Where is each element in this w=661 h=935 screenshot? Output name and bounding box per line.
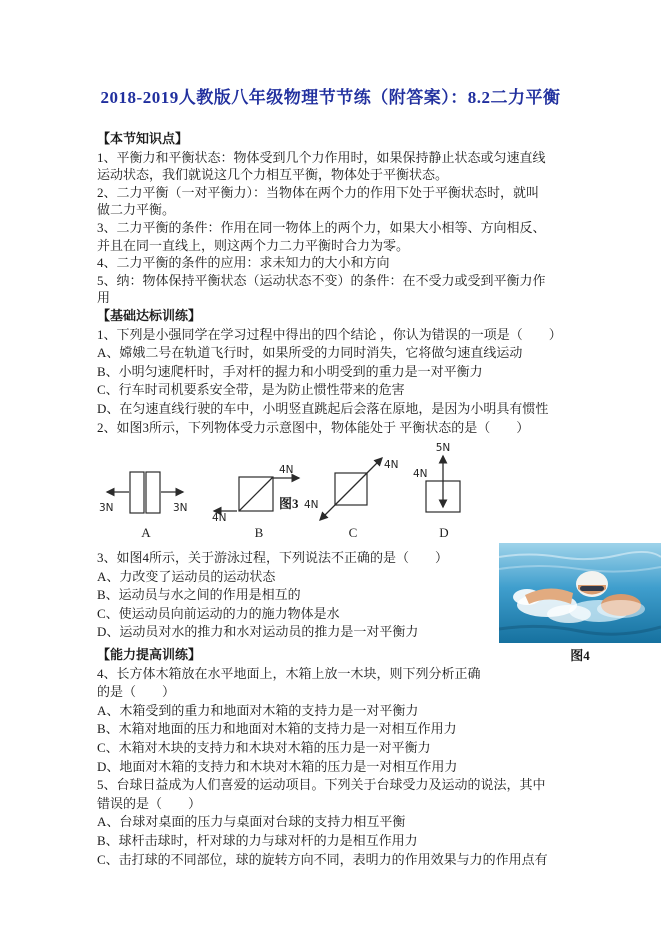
knowledge-line: 2、二力平衡（一对平衡力）：当物体在两个力的作用下处于平衡状态时，就叫 bbox=[97, 184, 540, 200]
q5-stem-line: 错误的是（ ） bbox=[97, 795, 202, 811]
diagram-label-b: B bbox=[254, 525, 264, 541]
force-label: 5N bbox=[435, 442, 451, 455]
q3-option-d: D、运动员对水的推力和水对运动员的推力是一对平衡力 bbox=[97, 624, 419, 640]
q3-stem: 3、如图4所示，关于游泳过程，下列说法不正确的是（ ） bbox=[97, 550, 449, 566]
q4-stem-line: 的是（ ） bbox=[97, 684, 176, 700]
q5-option-a: A、台球对桌面的压力与桌面对台球的支持力相互平衡 bbox=[97, 814, 406, 830]
q4-stem-line: 4、长方体木箱放在水平地面上，木箱上放一木块，则下列分析正确 bbox=[97, 665, 481, 681]
knowledge-line: 用 bbox=[97, 290, 111, 306]
figure3 bbox=[97, 441, 577, 543]
knowledge-line: 3、二力平衡的条件：作用在同一物体上的两个力，如果大小相等、方向相反、 bbox=[97, 219, 546, 235]
force-label: 3N bbox=[99, 502, 114, 515]
figure3-caption: 图3 bbox=[279, 496, 299, 512]
q3-option-b: B、运动员与水之间的作用是相互的 bbox=[97, 587, 301, 603]
knowledge-line: 5、纳：物体保持平衡状态（运动状态不变）的条件：在不受力或受到平衡力作 bbox=[97, 272, 546, 288]
section-header-knowledge: 【本节知识点】 bbox=[97, 131, 189, 146]
swimmer-image bbox=[499, 543, 661, 643]
knowledge-line: 1、平衡力和平衡状态：物体受到几个力作用时，如果保持静止状态或匀速直线 bbox=[97, 149, 546, 165]
knowledge-line: 做二力平衡。 bbox=[97, 202, 176, 218]
force-diagram-c bbox=[303, 455, 403, 523]
diagram-label-d: D bbox=[439, 525, 449, 541]
force-label: 4N bbox=[384, 459, 399, 472]
force-diagram-d bbox=[407, 441, 482, 521]
diagram-label-a: A bbox=[141, 525, 151, 541]
force-label: 3N bbox=[173, 502, 188, 515]
force-label: 4N bbox=[279, 464, 294, 477]
figure4-photo bbox=[499, 543, 661, 664]
q3-option-c: C、使运动员向前运动的力的施力物体是水 bbox=[97, 605, 340, 621]
knowledge-line: 运动状态，我们就说这几个力相互平衡，物体处于平衡状态。 bbox=[97, 167, 449, 183]
q1-option-c: C、行车时司机要系安全带，是为防止惯性带来的危害 bbox=[97, 382, 405, 398]
force-label: 4N bbox=[304, 499, 319, 512]
page-title: 2018-2019人教版八年级物理节节练（附答案）：8.2二力平衡 bbox=[100, 88, 561, 107]
force-label: 4N bbox=[212, 512, 227, 525]
q1-option-a: A、嫦娥二号在轨道飞行时，如果所受的力同时消失，它将做匀速直线运动 bbox=[97, 345, 523, 361]
q1-option-b: B、小明匀速爬杆时，手对杆的握力和小明受到的重力是一对平衡力 bbox=[97, 363, 483, 379]
q2-stem: 2、如图3所示，下列物体受力示意图中，物体能处于 平衡状态的是（ ） bbox=[97, 419, 530, 435]
q4-option-a: A、木箱受到的重力和地面对木箱的支持力是一对平衡力 bbox=[97, 702, 419, 718]
q1-option-d: D、在匀速直线行驶的车中，小明竖直跳起后会落在原地，是因为小明具有惯性 bbox=[97, 400, 549, 416]
section-header-basic: 【基础达标训练】 bbox=[97, 307, 202, 323]
knowledge-line: 并且在同一直线上，则这两个力二力平衡时合力为零。 bbox=[97, 237, 410, 253]
q5-stem-line: 5、台球日益成为人们喜爱的运动项目。下列关于台球受力及运动的说法，其中 bbox=[97, 777, 546, 793]
q4-option-c: C、木箱对木块的支持力和木块对木箱的压力是一对平衡力 bbox=[97, 740, 431, 756]
diagram-label-c: C bbox=[348, 525, 358, 541]
document-body bbox=[97, 130, 590, 869]
q4-option-b: B、木箱对地面的压力和地面对木箱的支持力是一对相互作用力 bbox=[97, 721, 457, 737]
q3-option-a: A、力改变了运动员的运动状态 bbox=[97, 568, 276, 584]
q1-stem: 1、下列是小强同学在学习过程中得出的四个结论 ，你认为错误的一项是（ ） bbox=[97, 326, 562, 342]
force-diagram-a bbox=[99, 467, 194, 519]
knowledge-line: 4、二力平衡的条件的应用：求未知力的大小和方向 bbox=[97, 255, 390, 271]
section-header-advanced: 【能力提高训练】 bbox=[97, 647, 202, 663]
q4-option-d: D、地面对木箱的支持力和木块对木箱的压力是一对相互作用力 bbox=[97, 758, 458, 774]
figure4-caption: 图4 bbox=[570, 648, 590, 664]
q5-option-b: B、球杆击球时，杆对球的力与球对杆的力是相互作用力 bbox=[97, 833, 418, 848]
force-label: 4N bbox=[413, 468, 428, 481]
q5-option-c: C、击打球的不同部位，球的旋转方向不同，表明力的作用效果与力的作用点有 bbox=[97, 851, 548, 867]
